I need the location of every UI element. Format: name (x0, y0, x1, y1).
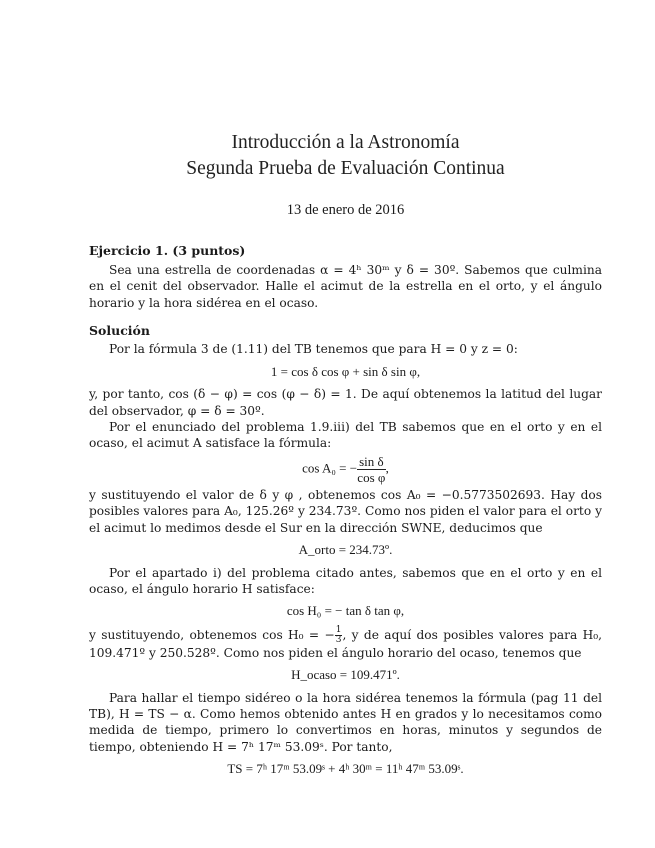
solution-paragraph-1: Por la fórmula 3 de (1.11) del TB tenemos que para H = 0 y z = 0: (109, 342, 518, 357)
document-title (89, 130, 602, 182)
solution-paragraph-7: Para hallar el tiempo sidéreo o la hora sidérea tenemos la fórmula (pag 11 del TB), H = TS − α. Como hemos obtenido antes H en grados y lo necesitamos como medida de tiempo, primero lo convertimos en horas, minutos y segundos de tiempo, obteniendo H = 7ʰ 17ᵐ 53.09ˢ. Por tanto, (89, 690, 602, 754)
solution-paragraph-2: y, por tanto, cos (δ − φ) = cos (φ − δ) = 1. De aquí obtenemos la latitud del lugar del observador, φ = δ = 30º. (89, 387, 602, 418)
solution-paragraph-4: y sustituyendo el valor de δ y φ , obtenemos cos A₀ = −0.5773502693. Hay dos posibles valores para A₀, 125.26º y 234.73º. Como nos piden el valor para el orto y el acimut lo medimos desde el Sur en la dirección SWNE, deducimos que (89, 487, 602, 535)
equation-2-denominator: cos φ (357, 469, 386, 485)
exercise-heading: Ejercicio 1. (3 puntos) (89, 243, 246, 259)
inline-fraction-denominator: 3 (335, 634, 342, 645)
equation-5: H_ocaso = 109.471º. (291, 667, 400, 683)
equation-4: cos H₀ = − tan δ tan φ, (286, 603, 405, 619)
solution-paragraph-5: Por el apartado i) del problema citado antes, sabemos que en el orto y en el ocaso, el ángulo horario H satisface: (89, 565, 602, 596)
equation-2 (89, 454, 602, 485)
equation-2-end: , (385, 460, 389, 476)
solution-paragraph-3: Por el enunciado del problema 1.9.iii) del TB sabemos que en el orto y en el ocaso, el acimut A satisface la fórmula: (89, 420, 602, 451)
inline-fraction-numerator: 1 (335, 624, 342, 635)
solution-heading: Solución (89, 323, 150, 339)
document-date: 13 de enero de 2016 (286, 202, 405, 218)
equation-1: 1 = cos δ cos φ + sin δ sin φ, (270, 363, 421, 379)
equation-6: TS = 7ʰ 17ᵐ 53.09ˢ + 4ʰ 30ᵐ = 11ʰ 47ᵐ 53.09ˢ. (227, 761, 464, 777)
equation-2-fraction (357, 454, 386, 485)
title-line-2: Segunda Prueba de Evaluación Continua (186, 158, 505, 179)
solution-paragraph-6 (89, 626, 602, 661)
title-line-1: Introducción a la Astronomía (231, 132, 460, 153)
document-page (89, 130, 602, 784)
solution-paragraph-6-b: , y de aquí dos posibles valores para H₀, 109.471º y 250.528º. Como nos piden el ángulo horario del ocaso, tenemos que (89, 627, 602, 660)
equation-3: A_orto = 234.73º. (298, 542, 393, 558)
solution-paragraph-6-a: y sustituyendo, obtenemos cos H₀ = − (89, 627, 335, 642)
exercise-statement: Sea una estrella de coordenadas α = 4ʰ 30ᵐ y δ = 30º. Sabemos que culmina en el cenit del observador. Halle el acimut de la estrella en el orto, y el ángulo horario y la hora sidérea en el ocaso. (89, 262, 602, 310)
equation-2-lhs: cos A₀ = − (302, 460, 358, 476)
equation-2-numerator: sin δ (359, 453, 384, 469)
